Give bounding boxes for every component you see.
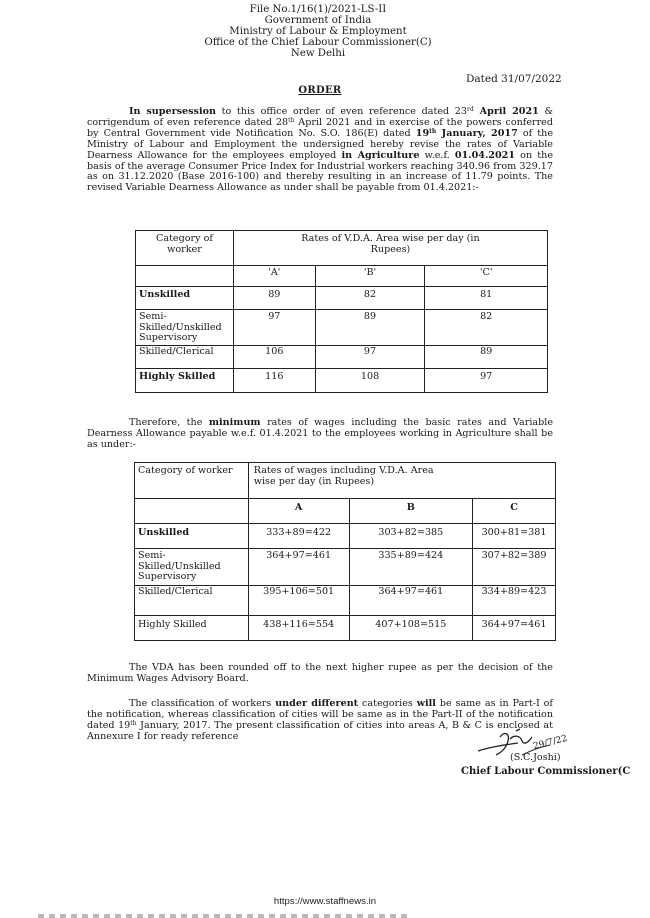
table-row — [135, 586, 556, 616]
area-a-header: 'A' — [233, 266, 315, 287]
category-cell: Unskilled — [136, 287, 234, 310]
minimum-wages-table — [134, 462, 556, 641]
intro-text: of the Ministry of Labour and Employment the undersigned hereby revise the rates of Variable Dearness Allowance for the employees employed — [87, 127, 554, 161]
intro-text: to this office order of even reference dated 23 — [215, 106, 467, 117]
value-cell: 395+106=501 — [248, 586, 349, 616]
bold-text: 19 — [415, 127, 430, 139]
body-text: categories — [358, 698, 417, 709]
header-blank — [136, 266, 234, 287]
table-row — [136, 287, 548, 310]
area-c-header: 'C' — [425, 266, 548, 287]
document-title: ORDER — [298, 85, 342, 96]
order-date: Dated 31/07/2022 — [466, 73, 562, 85]
intro-text: w.e.f. — [419, 149, 455, 161]
value-cell: 106 — [233, 346, 315, 369]
area-b-header: B — [349, 499, 473, 524]
header-category: Category of worker — [135, 463, 249, 499]
superscript: th — [288, 116, 295, 124]
bold-text: April 2021 — [473, 106, 539, 117]
value-cell: 97 — [233, 310, 315, 346]
value-cell: 303+82=385 — [349, 524, 473, 549]
government-heading: Government of India — [264, 15, 372, 26]
value-cell: 407+108=515 — [349, 616, 473, 641]
next-page-cutoff-divider — [38, 914, 408, 918]
body-text: Therefore, the — [129, 417, 209, 428]
category-cell: Unskilled — [135, 524, 249, 549]
value-cell: 116 — [233, 369, 315, 393]
table-row — [136, 310, 548, 346]
category-cell: Highly Skilled — [136, 369, 234, 393]
bold-text: under different — [275, 698, 359, 709]
table-row — [136, 346, 548, 369]
body-text: The classification of workers — [129, 698, 276, 709]
category-cell: Highly Skilled — [135, 616, 249, 641]
value-cell: 334+89=423 — [473, 586, 556, 616]
rounding-note-text: The VDA has been rounded off to the next higher rupee as per the decision of the Minimum Wages Advisory Board. — [87, 662, 553, 684]
table-row — [135, 616, 556, 641]
footer-url: https://www.staffnews.in — [273, 896, 377, 907]
value-cell: 97 — [425, 369, 548, 393]
superscript: th — [130, 719, 137, 727]
body-text: rates of wages including the basic rates and Variable Dearness Allowance payable w.e.f. 01.4.2021 to the employees working in Agriculture shall be as under:- — [87, 417, 553, 450]
signatory-designation: Chief Labour Commissioner(C — [461, 766, 631, 777]
area-a-header: A — [248, 499, 349, 524]
rounding-note — [87, 663, 553, 685]
body-text: be same as in Part-I of the notification, whereas classification of cities will be same as in the Part-II of the notification dated 19 — [87, 698, 553, 731]
category-cell: Skilled/Clerical — [136, 346, 234, 369]
file-number: File No.1/16(1)/2021-LS-II — [249, 4, 387, 15]
header-blank — [135, 499, 249, 524]
value-cell: 97 — [315, 346, 425, 369]
bold-text: will — [416, 698, 436, 709]
table-row — [136, 369, 548, 393]
value-cell: 82 — [315, 287, 425, 310]
intro-text: & corrigendum of even reference dated 28 — [87, 106, 554, 128]
header-category: Category of worker — [136, 231, 234, 266]
vda-rates-table — [135, 230, 548, 393]
middle-paragraph — [87, 418, 553, 451]
category-cell: Semi-Skilled/Unskilled Supervisory — [136, 310, 234, 346]
ministry-heading: Ministry of Labour & Employment — [229, 26, 407, 37]
value-cell: 89 — [315, 310, 425, 346]
value-cell: 82 — [425, 310, 548, 346]
body-text: January, 2017. The present classification of cities into areas A, B & C is enclosed at Annexure I for ready reference — [87, 719, 554, 742]
value-cell: 307+82=389 — [473, 549, 556, 586]
intro-text: April 2021 and in exercise of the powers conferred by Central Government vide Notification No. S.O. 186(E) dated — [87, 116, 553, 139]
value-cell: 335+89=424 — [349, 549, 473, 586]
bold-text: in Agriculture — [341, 149, 420, 161]
table-row — [135, 524, 556, 549]
value-cell: 364+97=461 — [473, 616, 556, 641]
handwritten-signature-icon — [470, 725, 590, 770]
lead-bold: In supersession — [129, 106, 216, 117]
category-cell: Semi-Skilled/Unskilled Supervisory — [135, 549, 249, 586]
value-cell: 89 — [233, 287, 315, 310]
value-cell: 438+116=554 — [248, 616, 349, 641]
value-cell: 81 — [425, 287, 548, 310]
city-heading: New Delhi — [290, 48, 346, 59]
area-b-header: 'B' — [315, 266, 425, 287]
bold-text: January, 2017 — [436, 127, 518, 139]
intro-paragraph — [87, 107, 553, 194]
category-cell: Skilled/Clerical — [135, 586, 249, 616]
office-heading: Office of the Chief Labour Commissioner(C) — [204, 37, 432, 48]
value-cell: 300+81=381 — [473, 524, 556, 549]
bold-text: 01.04.2021 — [454, 149, 515, 161]
intro-text: on the basis of the average Consumer Price Index for Industrial workers reaching 340.96 from 329.17 as on 31.12.2020 (Base 2016-100) and thereby resulting in an increase of 11.79 points. The revised Variable Dearness Allowance as under shall be payable from 01.4.2021:- — [87, 149, 554, 194]
superscript: rd — [467, 106, 474, 113]
header-rates: Rates of wages including V.D.A. Area wise per day (in Rupees) — [248, 463, 555, 499]
value-cell: 89 — [425, 346, 548, 369]
superscript: th — [429, 127, 437, 135]
signatory-name: (S.C.Joshi) — [510, 752, 561, 763]
value-cell: 333+89=422 — [248, 524, 349, 549]
value-cell: 364+97=461 — [349, 586, 473, 616]
table-row — [135, 549, 556, 586]
bold-text: minimum — [208, 417, 261, 428]
area-c-header: C — [473, 499, 556, 524]
handwritten-date: 29/7/22 — [532, 733, 569, 752]
value-cell: 108 — [315, 369, 425, 393]
header-rates: Rates of V.D.A. Area wise per day (in Rupees) — [233, 231, 547, 266]
value-cell: 364+97=461 — [248, 549, 349, 586]
